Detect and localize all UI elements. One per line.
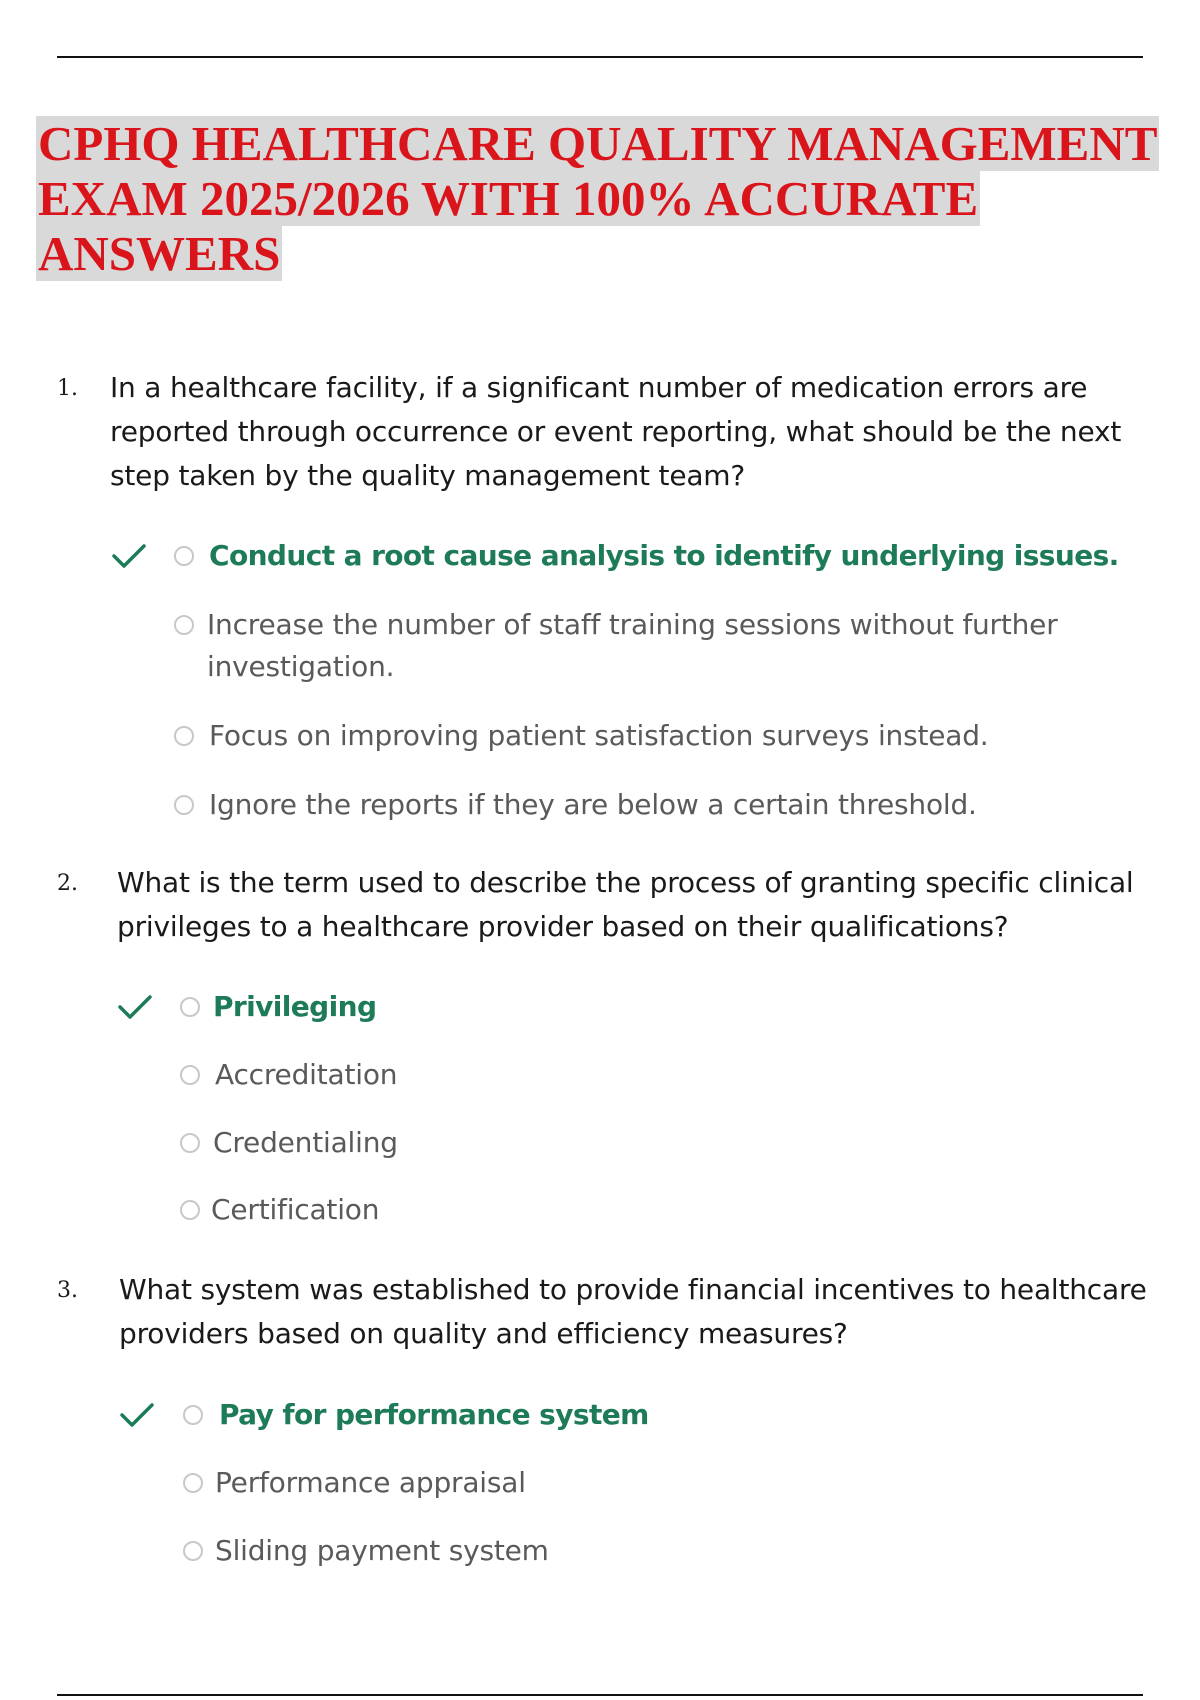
- bottom-rule: [57, 1694, 1143, 1696]
- option-label: Focus on improving patient satisfaction surveys instead.: [209, 719, 989, 752]
- option-label: Pay for performance system: [219, 1398, 649, 1431]
- radio-icon: [183, 1541, 203, 1561]
- question-2-option-1[interactable]: [0, 1054, 1200, 1096]
- question-2-number: 2.: [57, 871, 78, 896]
- radio-icon: [183, 1405, 203, 1425]
- question-1-option-2[interactable]: [0, 715, 1200, 757]
- radio-icon: [174, 726, 194, 746]
- radio-icon: [180, 1133, 200, 1153]
- question-3-option-2[interactable]: [0, 1530, 1200, 1572]
- question-1-correct-option[interactable]: [0, 535, 1200, 577]
- question-1-number: 1.: [57, 376, 78, 401]
- option-label: Conduct a root cause analysis to identify underlying issues.: [209, 539, 1119, 572]
- question-1-option-1[interactable]: [0, 604, 1200, 688]
- radio-icon: [180, 997, 200, 1017]
- radio-icon: [174, 546, 194, 566]
- option-label: Ignore the reports if they are below a certain threshold.: [209, 788, 977, 821]
- option-label: Increase the number of staff training sessions without further investigation.: [207, 608, 1058, 683]
- radio-icon: [174, 795, 194, 815]
- radio-icon: [180, 1200, 200, 1220]
- option-label: Credentialing: [213, 1126, 398, 1159]
- question-2-text: What is the term used to describe the process of granting specific clinical privileges to a healthcare provider based on their qualifications?: [117, 866, 1134, 943]
- radio-icon: [180, 1065, 200, 1085]
- question-1-text: In a healthcare facility, if a significant number of medication errors are reported through occurrence or event reporting, what should be the next step taken by the quality management team?: [110, 371, 1122, 492]
- top-rule: [57, 56, 1143, 58]
- question-2-option-2[interactable]: [0, 1122, 1200, 1164]
- page-title: CPHQ HEALTHCARE QUALITY MANAGEMENT EXAM 2025/2026 WITH 100% ACCURATE ANSWERS: [38, 116, 1158, 281]
- question-3-correct-option[interactable]: [0, 1394, 1200, 1436]
- radio-icon: [174, 615, 194, 635]
- option-label: Performance appraisal: [215, 1466, 526, 1499]
- option-label: Certification: [211, 1193, 380, 1226]
- option-label: Sliding payment system: [215, 1534, 549, 1567]
- question-3-text: What system was established to provide financial incentives to healthcare providers based on quality and efficiency measures?: [119, 1273, 1147, 1350]
- question-1-option-3[interactable]: [0, 784, 1200, 826]
- question-3-option-1[interactable]: [0, 1462, 1200, 1504]
- question-3-number: 3.: [57, 1278, 78, 1303]
- check-icon: [120, 1402, 154, 1428]
- question-2-correct-option[interactable]: [0, 986, 1200, 1028]
- check-icon: [118, 994, 152, 1020]
- check-icon: [112, 543, 146, 569]
- question-2-option-3[interactable]: [0, 1189, 1200, 1231]
- option-label: Accreditation: [215, 1058, 398, 1091]
- option-label: Privileging: [213, 990, 377, 1023]
- radio-icon: [183, 1473, 203, 1493]
